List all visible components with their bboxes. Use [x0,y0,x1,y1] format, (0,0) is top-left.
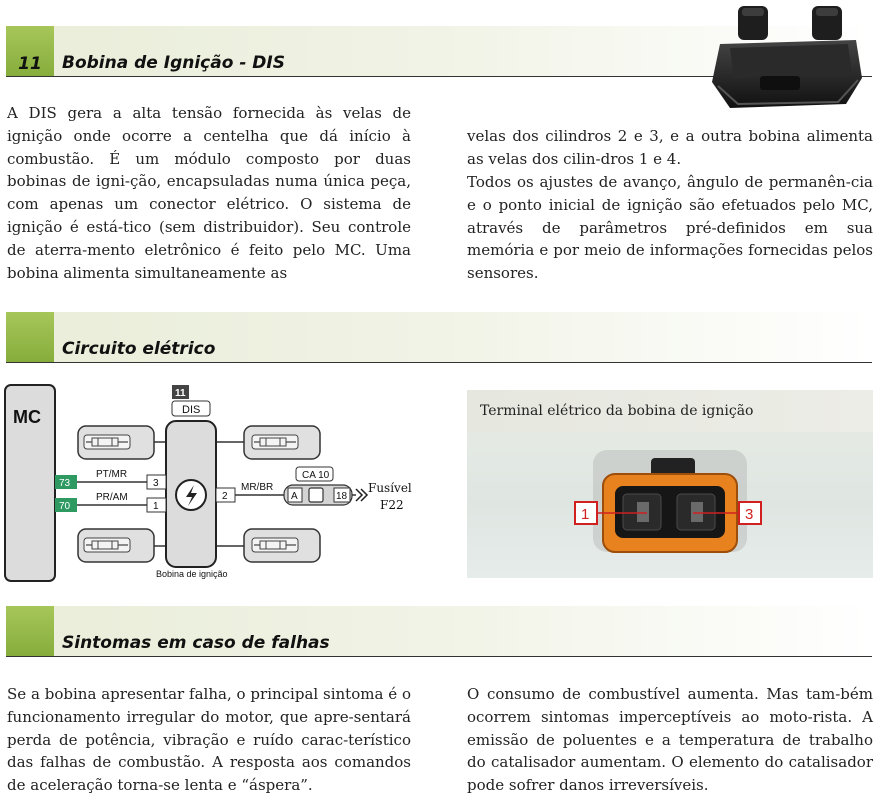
symptoms-paragraph-left: Se a bobina apresentar falha, o principal sintoma é o funcionamento irregular do motor, que apre-sentará perda de potência, vibração e ruído carac-terístico das falhas de combustão. A resposta aos comandos de aceleração torna-se lenta e “áspera”. [7,685,411,795]
symptoms-paragraph-right: O consumo de combustível aumenta. Mas tam-bém ocorrem sintomas imperceptíveis ao moto-rista. A emissão de poluentes e a temperatura de trabalho do catalisador aumentam. O elemento do catalisador pode sofrer danos irreversíveis. [467,685,873,795]
intro-paragraph-left: A DIS gera a alta tensão fornecida às velas de ignição onde ocorre a centelha que dá início à combustão. É um módulo composto por duas bobinas de igni-ção, encapsuladas numa única peça, com apenas um conector elétrico. O sistema de ignição é está-tico (sem distribuidor). Seu controle de aterra-mento eletrônico é feito pelo MC. Uma bobina alimenta simultaneamente as [7,104,411,282]
coil-pin-1: 1 [153,501,159,512]
terminal-panel [467,390,873,578]
section-header-symptoms [6,606,872,657]
section-header-circuit [6,312,872,363]
module-label: DIS [182,404,201,416]
wire-label-3: MR/BR [241,482,274,493]
ignition-coil-photo [708,4,868,116]
section-title: Sintomas em caso de falhas [62,633,330,653]
connector-side-a: A [291,491,298,502]
section-title: Circuito elétrico [62,339,216,359]
pin-70: 70 [59,501,71,512]
module-number: 11 [175,388,186,399]
spark-plug-icon [252,538,298,552]
fuse-id: F22 [380,498,404,512]
section-tab [6,606,54,656]
terminal-connector-illustration [467,432,873,578]
wire-label-2: PR/AM [96,492,128,503]
intro-paragraph-right-1: velas dos cilindros 2 e 3, e a outra bobina alimenta as velas dos cilin-dros 1 e 4. [467,127,873,168]
module-caption: Bobina de ignição [156,569,228,579]
spark-plug-icon [84,435,130,449]
section-tab [6,312,54,362]
mc-label: MC [13,407,41,427]
wire-label-1: PT/MR [96,469,128,480]
terminal-caption: Terminal elétrico da bobina de ignição [467,390,873,432]
circuit-diagram [0,383,440,583]
section-title: Bobina de Ignição - DIS [62,53,285,73]
intro-paragraph-right-2: Todos os ajustes de avanço, ângulo de permanên-cia e o ponto inicial de ignição são efetuados pelo MC, através de parâmetros pré-definidos em sua memória e por meio de informações fornecidas pelos sensores. [467,173,873,283]
terminal-pin-1: 1 [581,506,590,523]
fuse-arrow-icon [356,489,367,501]
terminal-pin-3: 3 [745,506,754,523]
section-number: 11 [18,54,42,74]
spark-plug-icon [252,435,298,449]
coil-pin-3: 3 [153,478,159,489]
connector-label: CA 10 [302,470,330,481]
spark-plug-icon [84,538,130,552]
pin-73: 73 [59,478,71,489]
coil-pin-2: 2 [222,491,228,502]
fuse-label: Fusível [368,481,412,495]
connector-pin-18: 18 [336,491,348,502]
